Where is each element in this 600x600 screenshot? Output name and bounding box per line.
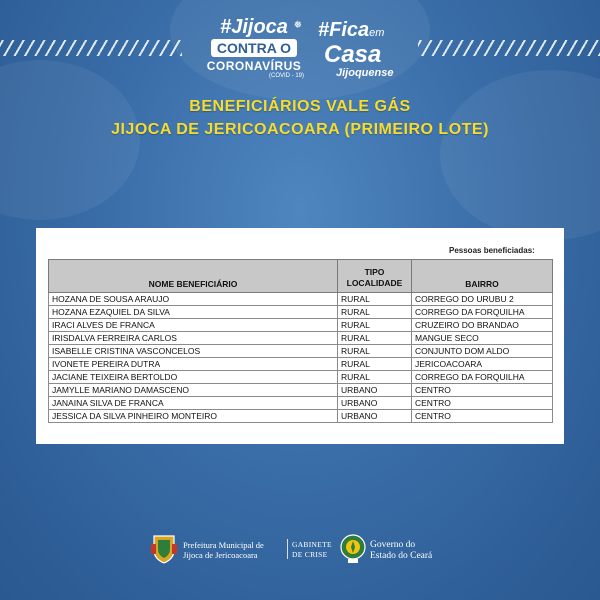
cell-bairro: CENTRO (412, 384, 553, 397)
footer-logos (0, 530, 600, 570)
gabinete-line1: GABINETE (292, 540, 332, 549)
state-crest-icon (339, 532, 367, 564)
sheet-caption: Pessoas beneficiadas: (449, 246, 535, 255)
prefeitura-line2: Jijoca de Jericoacoara (183, 550, 258, 560)
hatch-decoration-left (0, 40, 182, 56)
fica-casa: Casa (324, 41, 382, 68)
cell-type: URBANO (338, 410, 412, 423)
fica-hashtag: #Fica (318, 19, 370, 41)
background-blob (0, 60, 140, 220)
cell-name: HOZANA EZAQUIEL DA SILVA (49, 306, 338, 319)
cell-bairro: CRUZEIRO DO BRANDAO (412, 319, 553, 332)
cell-bairro: CONJUNTO DOM ALDO (412, 345, 553, 358)
header-type-line1: TIPO (364, 267, 385, 277)
header-type (338, 260, 412, 293)
cell-type: RURAL (338, 332, 412, 345)
cell-type: URBANO (338, 397, 412, 410)
cell-type: RURAL (338, 371, 412, 384)
table-row (49, 332, 553, 345)
cell-name: JESSICA DA SILVA PINHEIRO MONTEIRO (49, 410, 338, 423)
campaign-hashtag: #Jijoca (220, 16, 288, 38)
fica-em: em (369, 27, 385, 39)
campaign-covid: (COVID - 19) (268, 73, 304, 79)
cell-name: JANAINA SILVA DE FRANCA (49, 397, 338, 410)
campaign-contra: CONTRA O (211, 39, 297, 57)
background-blob (440, 70, 600, 240)
cell-type: RURAL (338, 358, 412, 371)
cell-type: RURAL (338, 306, 412, 319)
headline-title: BENEFICIÁRIOS VALE GÁS (189, 98, 411, 115)
cell-name: JACIANE TEIXEIRA BERTOLDO (49, 371, 338, 384)
cell-name: IVONETE PEREIRA DUTRA (49, 358, 338, 371)
header-type-line2: LOCALIDADE (346, 278, 403, 288)
table-header-row (49, 260, 553, 293)
cell-name: IRISDALVA FERREIRA CARLOS (49, 332, 338, 345)
cell-bairro: CENTRO (412, 410, 553, 423)
table-row (49, 345, 553, 358)
cell-name: JAMYLLE MARIANO DAMASCENO (49, 384, 338, 397)
governo-line1: Governo do (370, 540, 416, 550)
footer-divider (287, 539, 288, 559)
cell-name: ISABELLE CRISTINA VASCONCELOS (49, 345, 338, 358)
headline-subtitle: JIJOCA DE JERICOACOARA (PRIMEIRO LOTE) (111, 121, 489, 138)
gabinete-text (292, 540, 332, 560)
cell-type: RURAL (338, 345, 412, 358)
prefeitura-text (183, 540, 264, 560)
table-row (49, 371, 553, 384)
governo-line2: Estado do Ceará (370, 551, 433, 561)
cell-bairro: MANGUE SECO (412, 332, 553, 345)
fica-jijoquense: Jijoquense (336, 67, 394, 79)
table-row (49, 319, 553, 332)
table-row (49, 306, 553, 319)
campaign-logo (198, 16, 310, 80)
prefeitura-line1: Prefeitura Municipal de (183, 540, 264, 550)
cell-type: RURAL (338, 293, 412, 306)
snowflake-icon: ❅ (293, 20, 302, 31)
cell-type: URBANO (338, 384, 412, 397)
beneficiaries-sheet (36, 228, 564, 444)
cell-bairro: CORREGO DA FORQUILHA (412, 371, 553, 384)
header-bairro: BAIRRO (412, 260, 553, 293)
campaign-coronavirus: CORONAVÍRUS (206, 59, 302, 73)
cell-bairro: CENTRO (412, 397, 553, 410)
gabinete-line2: DE CRISE (292, 550, 328, 559)
cell-name: HOZANA DE SOUSA ARAUJO (49, 293, 338, 306)
hatch-decoration-right (418, 40, 600, 56)
fica-em-casa-logo (318, 20, 414, 79)
cell-bairro: CORREGO DO URUBU 2 (412, 293, 553, 306)
table-row (49, 410, 553, 423)
table-row (49, 293, 553, 306)
cell-bairro: JERICOACOARA (412, 358, 553, 371)
cell-type: RURAL (338, 319, 412, 332)
cell-bairro: CORREGO DA FORQUILHA (412, 306, 553, 319)
municipal-crest-icon (150, 532, 178, 564)
header-name: NOME BENEFICIÁRIO (49, 260, 338, 293)
table-row (49, 358, 553, 371)
beneficiaries-table (48, 259, 553, 423)
governo-text (370, 540, 432, 562)
table-row (49, 397, 553, 410)
cell-name: IRACI ALVES DE FRANCA (49, 319, 338, 332)
table-row (49, 384, 553, 397)
